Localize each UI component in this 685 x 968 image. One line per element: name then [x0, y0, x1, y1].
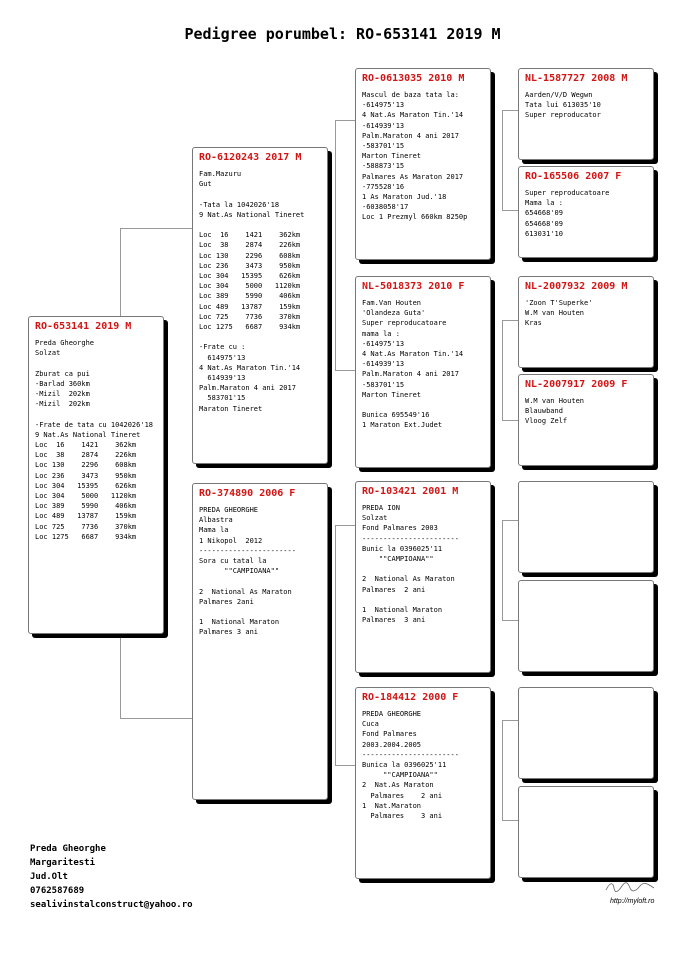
ring-number: NL-2007917 2009 F	[525, 379, 628, 390]
pedigree-card-dam-dam	[355, 687, 491, 879]
connector-line	[502, 210, 518, 211]
owner-contact: Preda Gheorghe Margaritesti Jud.Olt 0762587689 sealivinstalconstruct@yahoo.ro	[30, 844, 193, 910]
connector-line	[335, 525, 355, 526]
pedigree-card-g3-5	[518, 481, 654, 573]
pedigree-card-g3-8	[518, 786, 654, 878]
connector-line	[502, 320, 518, 321]
pedigree-card-g3-1	[518, 68, 654, 160]
connector-line	[502, 110, 503, 210]
ring-number: RO-374890 2006 F	[199, 488, 296, 499]
pedigree-card-g3-6	[518, 580, 654, 672]
connector-line	[502, 110, 518, 111]
card-details: PREDA GHEORGHE Albastra Mama la 1 Nikopol 2012 ----------------------- Sora cu tatal la ""CAMPIOANA"" 2 National As Maraton Palmares 2ani 1 National Maraton Palmares 3 ani	[199, 506, 296, 637]
website-link[interactable]: http://myloft.ro	[610, 898, 655, 905]
connector-line	[502, 820, 518, 821]
connector-line	[335, 120, 355, 121]
connector-line	[502, 520, 518, 521]
card-details: PREDA GHEORGHE Cuca Fond Palmares 2003.2004.2005 ----------------------- Bunica la 0396025'11 ""CAMPIOANA"" 2 Nat.As Maraton Palmares 2 ani 1 Nat.Maraton Palmares 3 ani	[362, 710, 459, 821]
ring-number: RO-103421 2001 M	[362, 486, 459, 497]
connector-line	[335, 765, 355, 766]
card-details: 'Zoon T'Superke' W.M van Houten Kras	[525, 299, 593, 328]
connector-line	[335, 370, 355, 371]
pedigree-card-sire-dam	[355, 276, 491, 468]
ring-number: NL-5018373 2010 F	[362, 281, 465, 292]
card-details: Preda Gheorghe Solzat Zburat ca pui -Barlad 360km -Mizil 202km -Mizil 202km -Frate de tata cu 1042026'18 9 Nat.As National Tineret Loc 16 1421 362km Loc 38 2874 226km Loc 130 2296 608km Loc 236 3473 950km Loc 304 15395 626km Loc 304 5000 1120km Loc 389 5990 406km Loc 489 13787 159km Loc 725 7736 370km Loc 1275 6687 934km	[35, 339, 154, 541]
connector-line	[502, 720, 518, 721]
card-details: Super reproducatoare Mama la : 654668'09 654668'09 613031'10	[525, 189, 610, 238]
card-details: Fam.Mazuru Gut -Tata la 1042026'18 9 Nat.As National Tineret Loc 16 1421 362km Loc 38 2874 226km Loc 130 2296 608km Loc 236 3473 950km Loc 304 15395 626km Loc 304 5000 1120km Loc 389 5990 406km Loc 489 13787 159km Loc 725 7736 370km Loc 1275 6687 934km -Frate cu : 614975'13 4 Nat.As Maraton Tin.'14 614939'13 Palm.Maraton 4 ani 2017 583701'15 Maraton Tineret	[199, 170, 305, 413]
ring-number: RO-6120243 2017 M	[199, 152, 302, 163]
card-details: W.M van Houten Blauwband Vloog Zelf	[525, 397, 585, 426]
ring-number: RO-184412 2000 F	[362, 692, 459, 703]
pedigree-card-dam-sire	[355, 481, 491, 673]
pedigree-card-sire-sire	[355, 68, 491, 260]
pedigree-card-sire	[192, 147, 328, 464]
connector-line	[335, 120, 336, 370]
card-details: Fam.Van Houten 'Olandeza Guta' Super reproducatoare mama la : -614975'13 4 Nat.As Maraton Tin.'14 -614939'13 Palm.Maraton 4 ani 2017 -583701'15 Marton Tineret Bunica 695549'16 1 Maraton Ext.Judet	[362, 299, 464, 430]
connector-line	[120, 718, 192, 719]
connector-line	[502, 720, 503, 820]
pedigree-card-g3-4	[518, 374, 654, 466]
pedigree-card-subject	[28, 316, 164, 634]
ring-number: RO-653141 2019 M	[35, 321, 132, 332]
pedigree-card-g3-2	[518, 166, 654, 258]
connector-line	[502, 320, 503, 420]
card-details: PREDA ION Solzat Fond Palmares 2003 ----------------------- Bunic la 0396025'11 ""CAMPIOANA"" 2 National As Maraton Palmares 2 ani 1 National Maraton Palmares 3 ani	[362, 504, 459, 625]
ring-number: NL-1587727 2008 M	[525, 73, 628, 84]
page-title: Pedigree porumbel: RO-653141 2019 M	[184, 25, 501, 43]
signature-logo-icon	[604, 880, 656, 894]
ring-number: RO-0613035 2010 M	[362, 73, 465, 84]
connector-line	[120, 228, 192, 229]
pedigree-card-g3-3	[518, 276, 654, 368]
ring-number: RO-165506 2007 F	[525, 171, 622, 182]
pedigree-card-g3-7	[518, 687, 654, 779]
ring-number: NL-2007932 2009 M	[525, 281, 628, 292]
card-details: Aarden/V/D Wegwn Tata lui 613035'10 Super reproducator	[525, 91, 601, 120]
connector-line	[335, 525, 336, 765]
pedigree-card-dam	[192, 483, 328, 800]
connector-line	[502, 520, 503, 620]
connector-line	[502, 420, 518, 421]
connector-line	[502, 620, 518, 621]
card-details: Mascul de baza tata la: -614975'13 4 Nat.As Maraton Tin.'14 -614939'13 Palm.Maraton 4 ani 2017 -583701'15 Marton Tineret -588873'15 Palmares As Maraton 2017 -775528'16 1 As Maraton Jud.'18 -6038058'17 Loc 1 Prezmyl 660km 8250p	[362, 91, 468, 222]
